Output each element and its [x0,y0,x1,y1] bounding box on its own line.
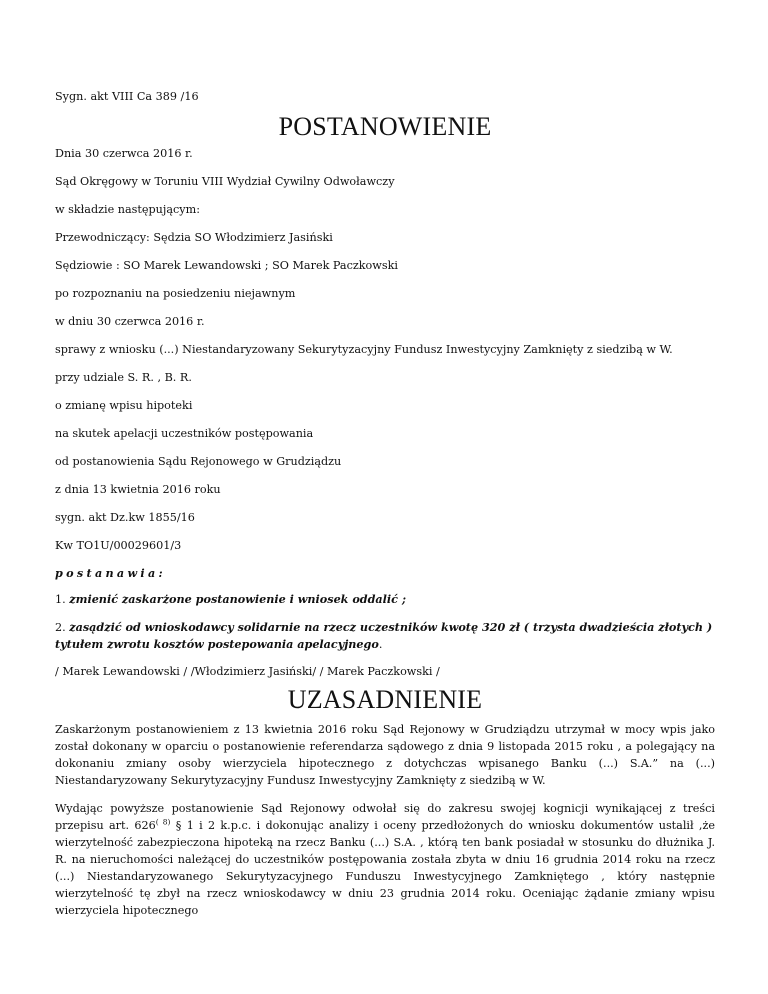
judges: Sędziowie : SO Marek Lewandowski ; SO Marek Paczkowski [55,259,398,272]
lower-court-ref: sygn. akt Dz.kw 1855/16 [55,511,195,524]
court-name: Sąd Okręgowy w Toruniu VIII Wydział Cywilny Odwoławczy [55,175,395,188]
ruling-item-end: . [378,638,383,651]
appeal-basis: na skutek apelacji uczestników postępowania [55,427,314,440]
ruling-item [55,619,715,653]
article-superscript: ( 8) [155,817,171,827]
case-applicant: sprawy z wniosku (...) Niestandaryzowany Sekurytyzacyjny Fundusz Inwestycyjny Zamknięty z siedzibą w W. [55,343,673,356]
appealed-decision: od postanowienia Sądu Rejonowego w Grudziądzu [55,455,342,468]
signatures: / Marek Lewandowski / /Włodzimierz Jasiński/ / Marek Paczkowski / [55,665,440,678]
ruling-item-text: zmienić zaskarżone postanowienie i wniosek oddalić ; [69,592,407,606]
justification-paragraph [55,800,715,919]
decision-date: Dnia 30 czerwca 2016 r. [55,147,193,160]
paragraph-text: § 1 i 2 k.p.c. i dokonując analizy i oceny przedłożonych do wniosku dokumentów ustalił ,że wierzytelność zabezpieczona hipoteką na rzecz Banku (...) S.A. , którą ten bank posiadał w stosunku do dłużnika J. R. na nieruchomości należącej do uczestników postępowania została zbyta w dniu 16 grudnia 2014 roku na rzecz (...) Niestandaryzowanego Sekurytyzacyjnego Funduszu Inwestycyjnego Zamkniętego , który następnie wierzytelność tę zbył na rzecz wnioskodawcy w dniu 23 grudnia 2014 roku. Oceniając żądanie zmiany wpisu wierzyciela hipotecznego [55,819,716,918]
land-register-number: Kw TO1U/00029601/3 [55,539,182,552]
ruling-heading: postanawia: [55,566,166,580]
hearing-mode: po rozpoznaniu na posiedzeniu niejawnym [55,287,296,300]
panel-intro: w składzie następującym: [55,203,200,216]
appealed-decision-date: z dnia 13 kwietnia 2016 roku [55,483,221,496]
ruling-item [55,591,715,608]
case-reference: Sygn. akt VIII Ca 389 /16 [55,90,199,103]
presiding-judge: Przewodniczący: Sędzia SO Włodzimierz Jasiński [55,231,333,244]
participants: przy udziale S. R. , B. R. [55,371,192,384]
document-page [55,0,715,930]
case-subject: o zmianę wpisu hipoteki [55,399,193,412]
hearing-date: w dniu 30 czerwca 2016 r. [55,315,205,328]
ruling-item-number: 2. [55,621,66,634]
ruling-item-text: zasądzić od wnioskodawcy solidarnie na rzecz uczestników kwotę 320 zł ( trzysta dwadzieścia złotych ) tytułem zwrotu kosztów postepowania apelacyjnego [55,620,713,651]
paragraph-text: Wydając powyższe postanowienie Sąd Rejonowy odwołał się do zakresu swojej kognicji wynikającej z treści przepisu art. 626 [55,802,715,833]
document-title: POSTANOWIENIE [278,112,492,141]
justification-paragraph: Zaskarżonym postanowieniem z 13 kwietnia 2016 roku Sąd Rejonowy w Grudziądzu utrzymał w mocy wpis jako został dokonany w oparciu o postanowienie referendarza sądowego z dnia 9 listopada 2015 roku , a polegający na dokonaniu zmiany osoby wierzyciela hipotecznego z dotychczas wpisanego Banku (...) S.A.” na (...) Niestandaryzowany Sekurytyzacyjny Fundusz Inwestycyjny Zamknięty z siedzibą w W. [55,723,715,787]
justification-title: UZASADNIENIE [287,685,483,714]
ruling-item-number: 1. [55,593,66,606]
